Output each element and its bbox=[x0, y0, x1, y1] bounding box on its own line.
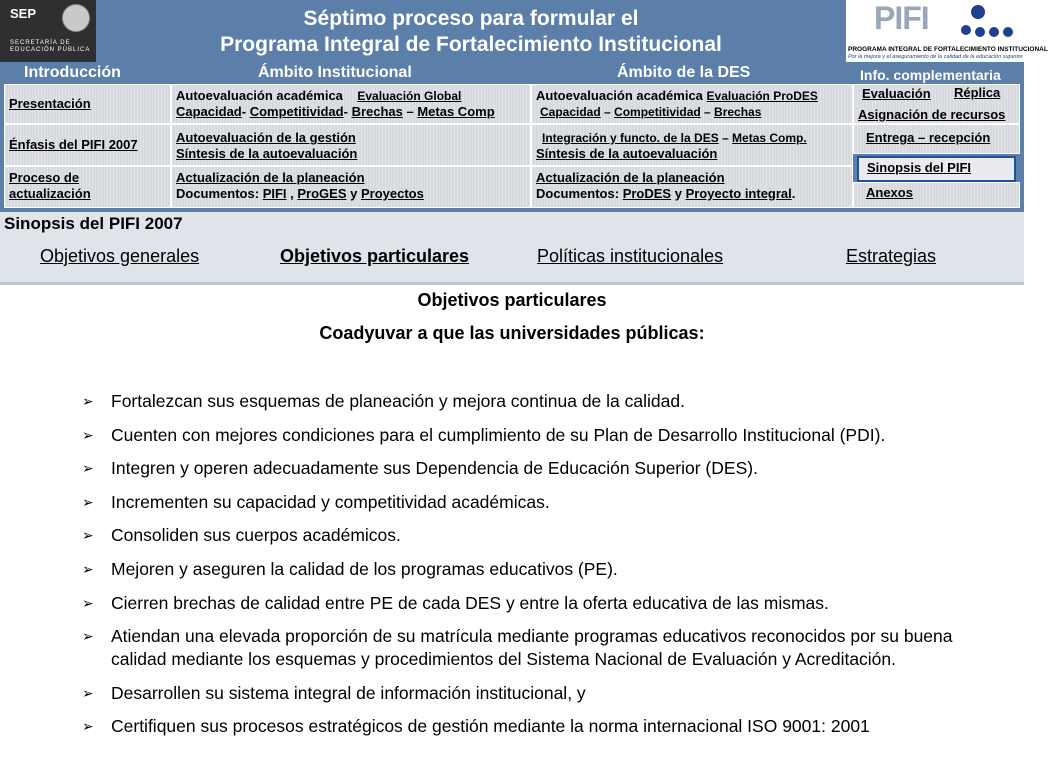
pifi-logo-tagline: Por la mejora y el aseguramiento de la calidad de la educación superior bbox=[848, 54, 1023, 60]
list-item bbox=[82, 625, 1012, 671]
content-subheading: Coadyuvar a que las universidades públicas: bbox=[319, 323, 705, 343]
list-item bbox=[82, 715, 1012, 738]
tab-objetivos-particulares[interactable]: Objetivos particulares bbox=[280, 246, 470, 266]
arrow-bullet-icon: ➢ bbox=[82, 628, 94, 645]
link-sintesis-autoevaluacion-inst[interactable]: Síntesis de la autoevaluación bbox=[176, 146, 358, 161]
tab-estrategias[interactable]: Estrategias bbox=[846, 246, 937, 266]
nav-inst-gestion bbox=[171, 124, 531, 166]
link-competitividad[interactable]: Competitividad bbox=[249, 104, 344, 119]
nav-info-evaluacion-group bbox=[853, 84, 1020, 124]
link-prodes[interactable]: ProDES bbox=[622, 186, 672, 201]
sep-logo-subtitle: SECRETARÍA DE EDUCACIÓN PÚBLICA bbox=[10, 40, 91, 53]
arrow-bullet-icon: ➢ bbox=[82, 493, 94, 510]
mexico-seal-icon bbox=[62, 4, 90, 32]
list-item-text: Cierren brechas de calidad entre PE de cada DES y entre la oferta educativa de las mismas. bbox=[111, 592, 829, 613]
sinopsis-title: Sinopsis del PIFI 2007 bbox=[4, 214, 183, 233]
arrow-bullet-icon: ➢ bbox=[82, 718, 94, 735]
link-replica[interactable]: Réplica bbox=[954, 85, 1001, 100]
tab-politicas-institucionales[interactable]: Políticas institucionales bbox=[537, 246, 724, 266]
link-proyectos[interactable]: Proyectos bbox=[360, 186, 424, 201]
title-line-2: Programa Integral de Fortalecimiento Institucional bbox=[220, 33, 722, 56]
list-item-text: Consoliden sus cuerpos académicos. bbox=[111, 525, 401, 546]
link-sintesis-autoevaluacion-des[interactable]: Síntesis de la autoevaluación bbox=[536, 146, 718, 161]
arrow-bullet-icon: ➢ bbox=[82, 594, 94, 611]
pifi-logo-caption: PROGRAMA INTEGRAL DE FORTALECIMIENTO INSTITUCIONAL bbox=[848, 46, 1048, 53]
list-item-text: Desarrollen su sistema integral de información institucional, y bbox=[111, 682, 586, 703]
arrow-bullet-icon: ➢ bbox=[82, 460, 94, 477]
section-info-header: Info. complementaria bbox=[860, 67, 1001, 83]
tab-objetivos-generales[interactable]: Objetivos generales bbox=[40, 246, 200, 266]
arrow-bullet-icon: ➢ bbox=[82, 426, 94, 443]
title-line-1: Séptimo proceso para formular el bbox=[303, 7, 639, 30]
arrow-bullet-icon: ➢ bbox=[82, 560, 94, 577]
link-asignacion-recursos[interactable]: Asignación de recursos bbox=[858, 107, 1006, 122]
link-autoevaluacion-gestion[interactable]: Autoevaluación de la gestión bbox=[176, 130, 356, 145]
list-item bbox=[82, 457, 1012, 480]
pifi-logo bbox=[846, 0, 1048, 62]
section-intro-header: Introducción bbox=[24, 64, 121, 81]
link-des-brechas[interactable]: Brechas bbox=[714, 105, 762, 119]
sep-logo bbox=[0, 0, 96, 62]
pifi-dots-icon bbox=[958, 4, 1018, 44]
list-item-text: Incrementen su capacidad y competitividad académicas. bbox=[111, 491, 550, 512]
page-title bbox=[96, 0, 846, 62]
list-item-text: Atiendan una elevada proporción de su matrícula mediante programas educativos reconocidos por su buena calidad mediante los esquemas y procedimientos del Sistema Nacional de Evaluación y Acreditación. bbox=[111, 626, 953, 670]
link-evaluacion-global[interactable]: Evaluación Global bbox=[357, 89, 462, 103]
navigation-grid bbox=[0, 62, 1024, 212]
list-item bbox=[82, 682, 1012, 705]
link-evaluacion[interactable]: Evaluación bbox=[862, 86, 931, 101]
link-actualizacion-planeacion-des[interactable]: Actualización de la planeación bbox=[536, 170, 725, 185]
list-item-text: Integren y operen adecuadamente sus Dependencia de Educación Superior (DES). bbox=[111, 458, 758, 479]
section-divider bbox=[0, 282, 1024, 285]
link-proges[interactable]: ProGES bbox=[297, 186, 347, 201]
link-evaluacion-prodes[interactable]: Evaluación ProDES bbox=[706, 89, 818, 103]
objectives-list bbox=[82, 390, 1012, 749]
nav-inst-autoeval-label: Autoevaluación académica bbox=[176, 88, 343, 103]
sep-logo-word: SEP bbox=[10, 6, 37, 21]
link-des-metas-comp[interactable]: Metas Comp. bbox=[732, 131, 807, 145]
list-item bbox=[82, 592, 1012, 615]
section-ambito-des-header: Ámbito de la DES bbox=[617, 64, 751, 81]
list-item-text: Fortalezcan sus esquemas de planeación y mejora continua de la calidad. bbox=[111, 391, 685, 411]
list-item bbox=[82, 424, 1012, 447]
pifi-logo-word: PIFI bbox=[874, 0, 929, 36]
nav-inst-planeacion: Actualización de la planeación Documentos: PIFI , ProGES y Proyectos bbox=[171, 166, 531, 208]
link-capacidad[interactable]: Capacidad bbox=[176, 104, 242, 119]
list-item bbox=[82, 390, 1012, 413]
nav-proceso-actualizacion[interactable]: Proceso de actualización bbox=[4, 166, 171, 208]
section-ambito-institucional-header: Ámbito Institucional bbox=[258, 64, 412, 81]
arrow-bullet-icon: ➢ bbox=[82, 527, 94, 544]
nav-enfasis[interactable]: Énfasis del PIFI 2007 bbox=[4, 124, 171, 166]
nav-inst-autoevaluacion-academica: Autoevaluación académica Evaluación Global Capacidad- Competitividad- Brechas – Metas Comp bbox=[171, 84, 531, 124]
list-item bbox=[82, 524, 1012, 547]
list-item-text: Cuenten con mejores condiciones para el cumplimiento de su Plan de Desarrollo Institucional (PDI). bbox=[111, 424, 886, 445]
link-brechas[interactable]: Brechas bbox=[351, 104, 403, 119]
nav-info-entrega[interactable]: Entrega – recepción bbox=[853, 124, 1020, 154]
link-integracion-des[interactable]: Integración y functo. de la DES bbox=[542, 131, 719, 145]
link-des-capacidad[interactable]: Capacidad bbox=[540, 105, 601, 119]
nav-des-integracion: Integración y functo. de la DES – Metas Comp. Síntesis de la autoevaluación bbox=[531, 124, 853, 166]
list-item-text: Certifiquen sus procesos estratégicos de gestión mediante la norma internacional ISO 9001: 2001 bbox=[111, 716, 870, 737]
link-des-competitividad[interactable]: Competitividad bbox=[614, 105, 701, 119]
link-proyecto-integral[interactable]: Proyecto integral bbox=[685, 186, 792, 201]
nav-info-sinopsis-active[interactable]: Sinopsis del PIFI bbox=[857, 156, 1016, 182]
list-item bbox=[82, 558, 1012, 581]
nav-des-autoevaluacion-academica: Autoevaluación académica Evaluación ProDES Capacidad – Competitividad – Brechas bbox=[531, 84, 853, 124]
nav-presentacion[interactable]: Presentación bbox=[4, 84, 171, 124]
nav-des-planeacion: Actualización de la planeación Documentos: ProDES y Proyecto integral. bbox=[531, 166, 853, 208]
content-heading: Objetivos particulares bbox=[417, 290, 607, 310]
arrow-bullet-icon: ➢ bbox=[82, 684, 94, 701]
list-item bbox=[82, 491, 1012, 514]
link-actualizacion-planeacion-inst[interactable]: Actualización de la planeación bbox=[176, 170, 365, 185]
list-item-text: Mejoren y aseguren la calidad de los programas educativos (PE). bbox=[111, 558, 618, 579]
link-pifi[interactable]: PIFI bbox=[262, 186, 287, 201]
nav-info-anexos[interactable]: Anexos bbox=[853, 182, 1020, 208]
arrow-bullet-icon: ➢ bbox=[82, 393, 94, 409]
link-metas-comp[interactable]: Metas Comp bbox=[417, 104, 495, 119]
